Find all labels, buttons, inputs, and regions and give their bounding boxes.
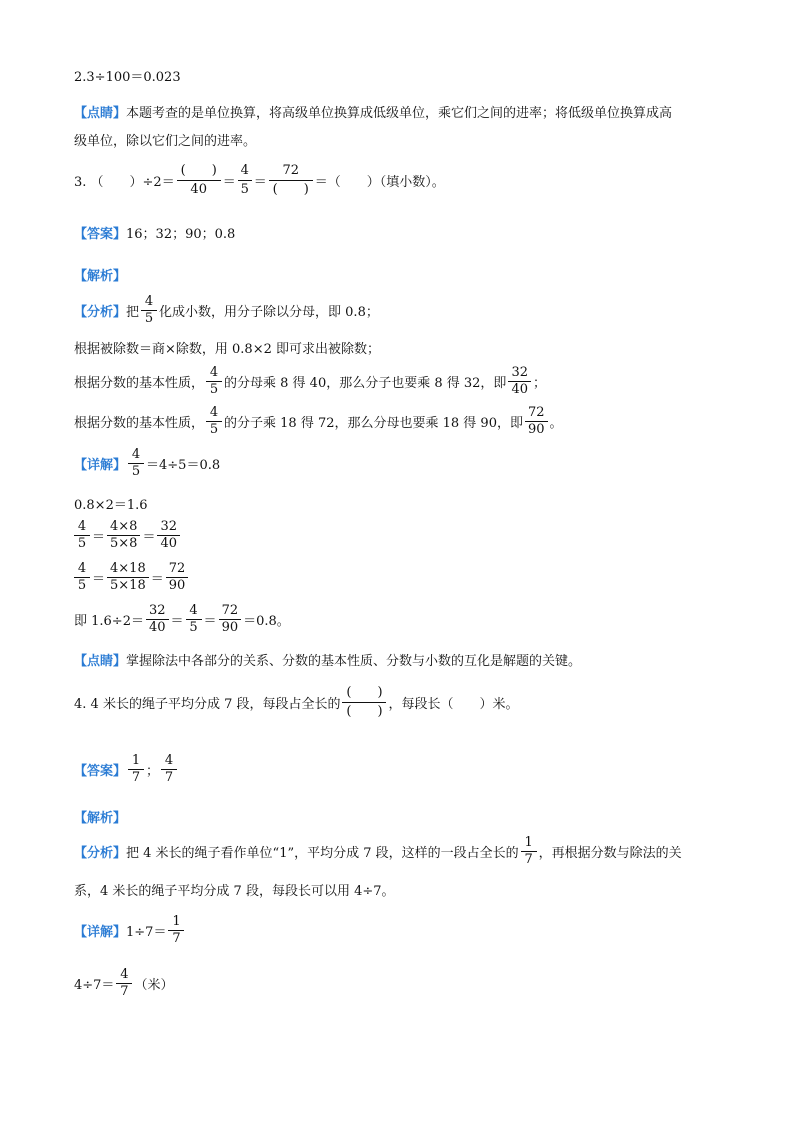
fraction: [166, 561, 189, 594]
fraction: [107, 561, 149, 594]
denominator: 40: [157, 535, 180, 552]
numerator: 4: [131, 447, 141, 462]
fenxi-3d: [74, 405, 563, 438]
question-3: [74, 162, 445, 199]
fraction: [116, 967, 132, 1000]
equals: ＝: [92, 530, 106, 545]
comment-tag: 【点睛】: [74, 106, 127, 121]
numerator: 4×8: [110, 519, 138, 534]
numerator: 72: [527, 405, 545, 420]
analysis-tag: 【解析】: [74, 811, 127, 826]
denominator: 7: [116, 983, 132, 1000]
fenxi-text-b: 化成小数，用分子除以分母，即 0.8；: [159, 305, 379, 320]
numerator: 4: [120, 967, 129, 982]
text-c: 。: [549, 416, 563, 431]
analysis-tag: 【解析】: [74, 269, 127, 284]
text-b: （米）: [134, 978, 174, 993]
fraction: [508, 365, 531, 398]
fenxi-text-a: 把: [126, 305, 140, 320]
denominator: 5×8: [107, 535, 140, 552]
fraction: [168, 914, 184, 947]
equals: ＝: [170, 614, 184, 629]
denominator: 7: [168, 930, 184, 947]
text-b: 的分子乘 18 得 72，那么分母也要乘 18 得 90，即: [224, 416, 523, 431]
fraction: [74, 561, 90, 594]
denominator: 5: [141, 310, 157, 327]
denominator: 7: [128, 769, 144, 786]
xiangjie-tag: 【详解】: [74, 458, 127, 473]
fraction: [219, 603, 242, 636]
equation-line: [74, 66, 181, 85]
fenxi-text: 根据被除数＝商×除数，用 0.8×2 即可求出被除数；: [74, 342, 380, 357]
answer-4: [74, 753, 179, 786]
fenxi-4: [74, 835, 682, 868]
fenxi-text-a: 把 4 米长的绳子看作单位“1”，平均分成 7 段，这样的一段占全长的: [126, 846, 519, 861]
xiangjie-tag: 【详解】: [74, 925, 127, 940]
denominator: ( ): [269, 180, 313, 199]
q3-start: 3. （ ）÷2＝: [74, 175, 175, 190]
q3-end: ＝（ ）（填小数）。: [314, 175, 445, 190]
xiangjie-text: 1÷7＝: [126, 925, 167, 940]
denominator: ( ): [342, 702, 386, 721]
fraction: [521, 835, 537, 868]
comment-block-cont: [74, 130, 256, 149]
answer-tag: 【答案】: [74, 227, 127, 242]
fraction: [206, 405, 222, 438]
comment-tag: 【点睛】: [74, 654, 127, 669]
denominator: 5: [238, 180, 252, 199]
calc-line-3: [74, 561, 190, 594]
numerator: 4: [164, 753, 174, 768]
denominator: 90: [219, 619, 242, 636]
denominator: 90: [525, 421, 548, 438]
fenxi-4b: [74, 880, 395, 899]
text-b: 的分母乘 8 得 40，那么分子也要乘 8 得 32，即: [224, 376, 507, 391]
numerator: 72: [282, 163, 299, 178]
fraction: [146, 603, 169, 636]
fenxi-text: 系，4 米长的绳子平均分成 7 段，每段长可以用 4÷7。: [74, 884, 395, 899]
question-4: [74, 684, 519, 721]
fraction: [74, 519, 90, 552]
denominator: 5: [186, 619, 202, 636]
fenxi-3: [74, 294, 379, 327]
fraction: [128, 753, 144, 786]
calc-text: 0.8×2＝1.6: [74, 498, 148, 513]
q3-fraction-2: [238, 162, 252, 199]
denominator: 40: [146, 619, 169, 636]
q3-fraction-blank-3: [269, 162, 313, 199]
fraction: [107, 519, 140, 552]
fraction: [206, 365, 222, 398]
answer-3: [74, 223, 235, 242]
numerator: 32: [148, 603, 166, 618]
numerator: 1: [524, 835, 533, 850]
numerator: 4: [240, 163, 249, 178]
numerator: 4: [209, 365, 219, 380]
numerator: 4: [189, 603, 198, 618]
numerator: 1: [172, 914, 181, 929]
xiangjie-3: [74, 447, 220, 480]
calc-line-2: [74, 519, 182, 552]
denominator: 5: [206, 421, 222, 438]
fenxi-text-b: ，再根据分数与除法的关: [538, 846, 682, 861]
analysis-heading-3: [74, 265, 126, 284]
fraction: [141, 294, 157, 327]
xiangjie-4: [74, 914, 186, 947]
denominator: 5: [74, 577, 90, 594]
answer-text: 16；32；90；0.8: [126, 227, 236, 242]
numerator: 1: [131, 753, 141, 768]
numerator: ( ): [180, 163, 217, 178]
fraction: [128, 447, 144, 480]
denominator: 5: [206, 381, 222, 398]
denominator: 5: [128, 463, 144, 480]
fenxi-tag: 【分析】: [74, 305, 127, 320]
separator: ；: [146, 764, 160, 779]
fenxi-3c: [74, 365, 546, 398]
numerator: 4×18: [110, 561, 146, 576]
comment-block: [74, 102, 672, 121]
answer-tag: 【答案】: [74, 764, 127, 779]
fenxi-tag: 【分析】: [74, 846, 127, 861]
text-a: 4÷7＝: [74, 978, 115, 993]
q4-fraction-blank: [342, 684, 386, 721]
calc-line-5: [74, 967, 173, 1000]
denominator: 40: [177, 180, 221, 199]
xiangjie-text: ＝4÷5＝0.8: [146, 458, 221, 473]
q3-fraction-blank-1: [177, 162, 221, 199]
equals: ＝: [222, 175, 236, 190]
fraction: [157, 519, 180, 552]
q4-text-b: ，每段长（ ）米。: [388, 697, 519, 712]
denominator: 40: [508, 381, 531, 398]
comment-text: 本题考查的是单位换算，将高级单位换算成低级单位，乘它们之间的进率；将低级单位换算成高: [126, 106, 673, 121]
equals: ＝: [142, 530, 156, 545]
equals: ＝: [203, 614, 217, 629]
numerator: 4: [77, 561, 87, 576]
fenxi-3b: [74, 338, 380, 357]
numerator: 4: [144, 294, 154, 309]
q4-text-a: 4. 4 米长的绳子平均分成 7 段，每段占全长的: [74, 697, 341, 712]
numerator: 72: [168, 561, 186, 576]
fraction: [525, 405, 548, 438]
comment-block-3: [74, 650, 581, 669]
denominator: 5×18: [107, 577, 149, 594]
numerator: 4: [209, 405, 219, 420]
numerator: 72: [221, 603, 239, 618]
calc-line-4: [74, 603, 290, 636]
text-a: 根据分数的基本性质，: [74, 416, 205, 431]
analysis-heading-4: [74, 807, 126, 826]
equals: ＝: [92, 572, 106, 587]
numerator: 32: [511, 365, 528, 380]
equals: ＝: [150, 572, 164, 587]
equation-text: 2.3÷100＝0.023: [74, 70, 181, 85]
equals: ＝: [253, 175, 267, 190]
numerator: 32: [160, 519, 178, 534]
numerator: ( ): [346, 685, 383, 700]
denominator: 7: [521, 851, 537, 868]
comment-text-cont: 级单位，除以它们之间的进率。: [74, 134, 257, 149]
denominator: 5: [74, 535, 90, 552]
text-a: 即 1.6÷2＝: [74, 614, 144, 629]
text-a: 根据分数的基本性质，: [74, 376, 205, 391]
text-c: ；: [532, 376, 546, 391]
fraction: [161, 753, 177, 786]
text-b: ＝0.8。: [243, 614, 290, 629]
fraction: [186, 603, 202, 636]
denominator: 90: [166, 577, 189, 594]
denominator: 7: [161, 769, 177, 786]
calc-line-1: [74, 494, 148, 513]
comment-text: 掌握除法中各部分的关系、分数的基本性质、分数与小数的互化是解题的关键。: [126, 654, 582, 669]
numerator: 4: [77, 519, 87, 534]
